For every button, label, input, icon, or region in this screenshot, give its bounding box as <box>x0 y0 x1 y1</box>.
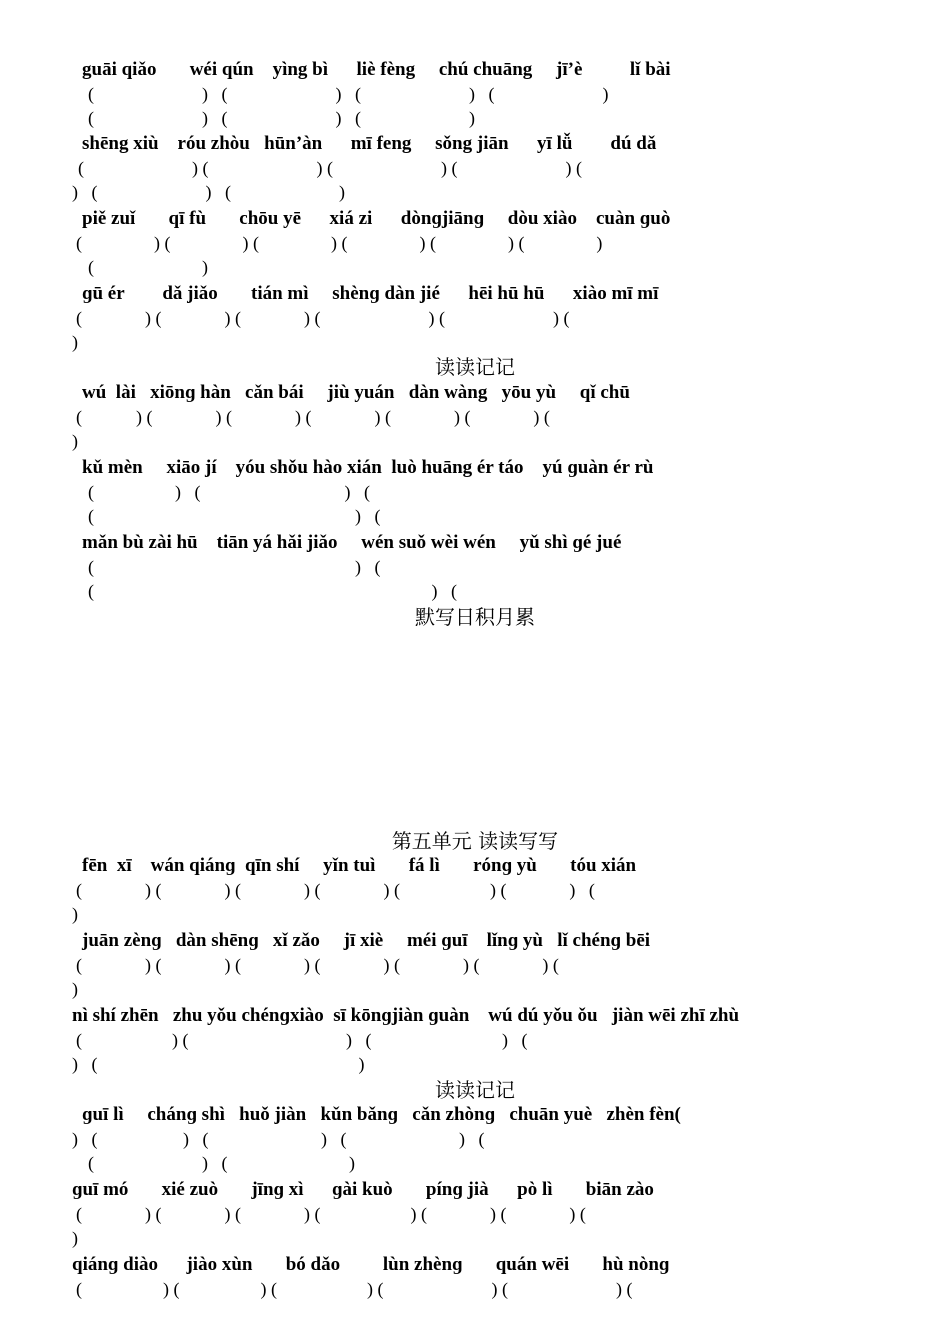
answer-blank-row: ( ) ( ) ( ) ( ) ( <box>78 158 582 178</box>
answer-blank-row: ( ) ( ) ( ) ( ) ( ) ( ) <box>76 233 603 253</box>
answer-blank-row: ) <box>72 1228 78 1248</box>
answer-blank-row: ( ) ( ) ( ) ( ) ( ) ( <box>76 1279 633 1299</box>
answer-blank-row: ( ) ( ) ( <box>88 482 370 502</box>
pinyin-row: qiánɡ diào jiào xùn bó dǎo lùn zhènɡ quán wēi hù nònɡ <box>72 1254 670 1275</box>
pinyin-row: nì shí zhēn zhu yǒu chénɡxiào sī kōnɡjiàn ɡuàn wú dú yǒu ǒu jiàn wēi zhī zhù <box>72 1005 740 1026</box>
answer-blank-row: ( ) ( ) ( ) ( ) ( ) ( ) ( <box>76 407 550 427</box>
section-title: 第五单元 读读写写 <box>391 829 559 853</box>
answer-blank-row: ( ) ( ) ( ) ( ) ( ) ( ) ( <box>76 1204 586 1224</box>
answer-blank-row: ( ) ( ) ( ) ( ) ( ) ( ) ( <box>76 880 595 900</box>
pinyin-row: juān zènɡ dàn shēnɡ xǐ zǎo jī xiè méi ɡuī lǐnɡ yù lǐ chénɡ bēi <box>82 930 651 951</box>
answer-blank-row: ( ) ( <box>88 581 457 601</box>
pinyin-row: ɡū ér dǎ jiǎo tián mì shènɡ dàn jié hēi hū hū xiào mī mī <box>82 283 659 304</box>
answer-blank-row: ( ) ( <box>88 506 381 526</box>
answer-blank-row: ( ) ( ) ( ) ( ) <box>88 84 609 104</box>
pinyin-row: guāi qiǎo wéi qún yìng bì liè fèng chú chuāng jī’è lǐ bài <box>82 59 671 80</box>
answer-blank-row: ( ) ( ) ( ) ( ) ( ) ( <box>76 308 570 328</box>
answer-blank-row: ( ) ( ) <box>88 1153 355 1173</box>
pinyin-row: wú lài xiōnɡ hàn cǎn bái jiù yuán dàn wàng yōu yù qǐ chū <box>82 382 630 403</box>
answer-blank-row: ( ) <box>88 257 208 277</box>
pinyin-row: ɡuī mó xié zuò jīnɡ xì ɡài kuò pínɡ jià pò lì biān zào <box>72 1179 654 1200</box>
answer-blank-row: ) ( ) ( ) <box>72 182 345 202</box>
section-title: 读读记记 <box>435 355 515 379</box>
answer-blank-row: ) <box>72 431 78 451</box>
pinyin-row: ɡuī lì chánɡ shì huǒ jiàn kǔn bǎnɡ cǎn zhònɡ chuān yuè zhèn fèn( <box>82 1104 681 1125</box>
answer-blank-row: ( ) ( ) ( ) ( ) ( ) ( ) ( <box>76 955 559 975</box>
section-title: 读读记记 <box>435 1078 515 1102</box>
answer-blank-row: ( ) ( ) ( ) <box>88 108 475 128</box>
answer-blank-row: ) ( ) <box>72 1054 365 1074</box>
pinyin-row: fēn xī wán qiánɡ qīn shí yǐn tuì fá lì rónɡ yù tóu xián <box>82 855 637 876</box>
pinyin-row: piě zuǐ qī fù chōu yē xiá zi dònɡjiānɡ dòu xiào cuàn ɡuò <box>82 208 671 229</box>
pinyin-row: kǔ mèn xiāo jí yóu shǒu hào xián luò huāng ér táo yú ɡuàn ér rù <box>82 457 654 478</box>
pinyin-row: shēng xiù róu zhòu hūn’àn mī feng sǒng jiān yī lǚ dú dǎ <box>82 133 657 154</box>
section-title: 默写日积月累 <box>415 605 535 629</box>
answer-blank-row: ) <box>72 904 78 924</box>
answer-blank-row: ) <box>72 979 78 999</box>
answer-blank-row: ( ) ( ) ( ) ( <box>76 1030 528 1050</box>
answer-blank-row: ) <box>72 332 78 352</box>
answer-blank-row: ( ) ( <box>88 557 381 577</box>
answer-blank-row: ) ( ) ( ) ( ) ( <box>72 1129 485 1149</box>
pinyin-row: mǎn bù zài hū tiān yá hǎi jiǎo wén suǒ wèi wén yǔ shì ɡé jué <box>82 532 622 553</box>
